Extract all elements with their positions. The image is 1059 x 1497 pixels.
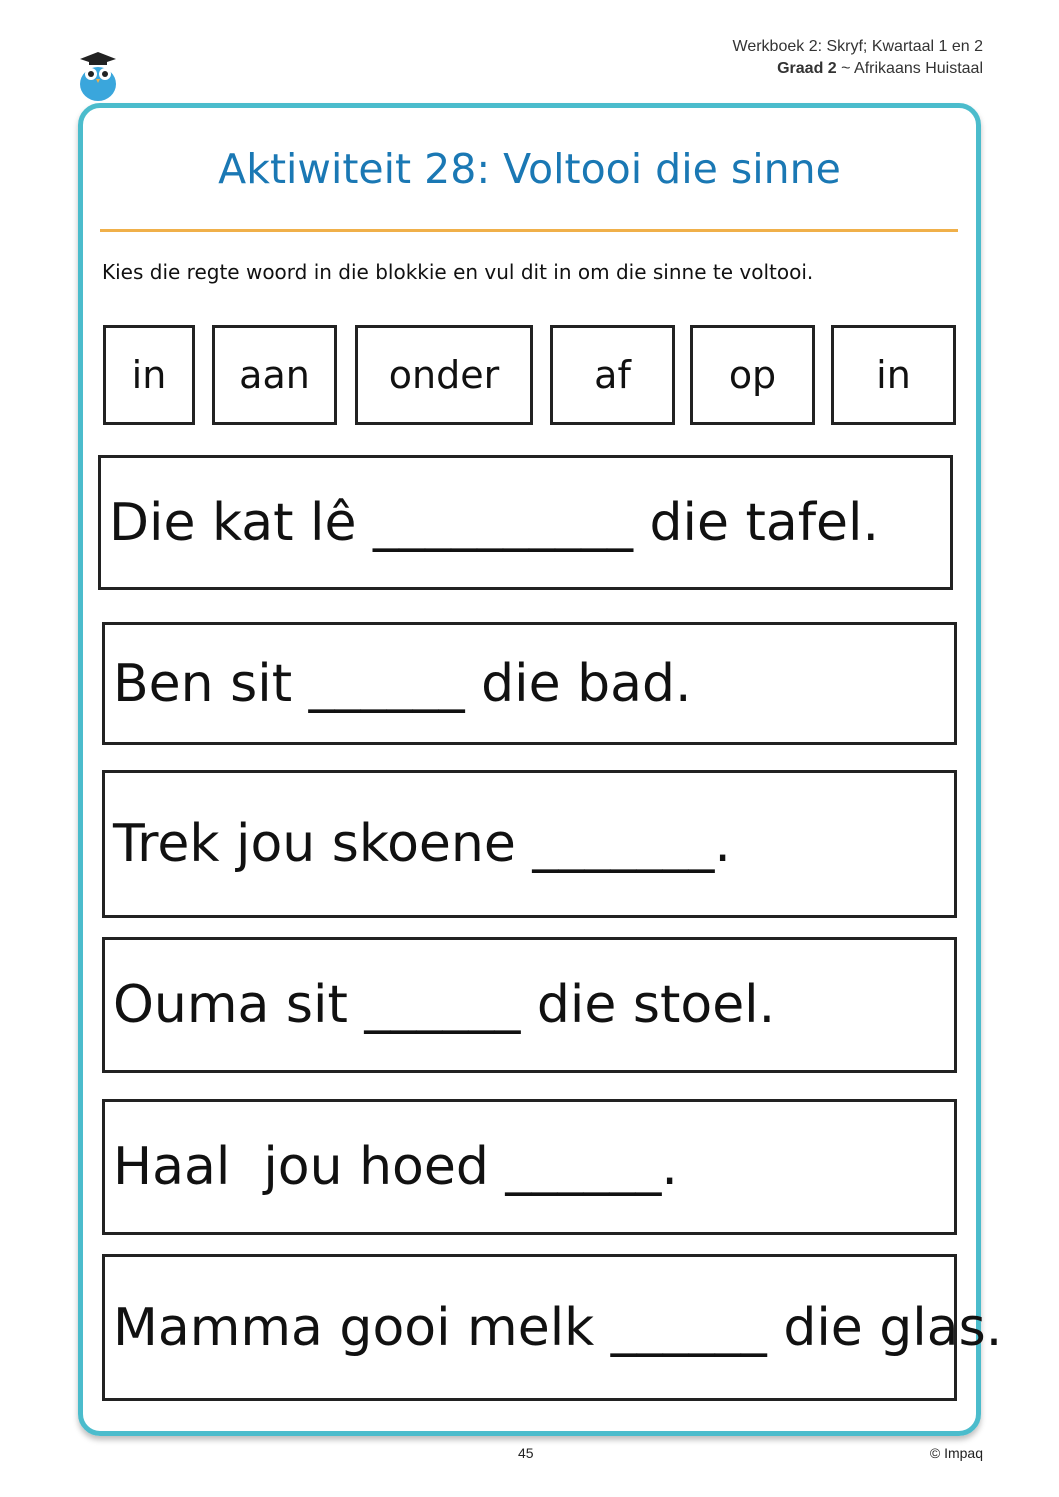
owl-logo-icon: [76, 50, 120, 102]
sentence-box[interactable]: Ouma sit ______ die stoel.: [102, 937, 957, 1073]
word-box: aan: [212, 325, 337, 425]
header-subject: ~ Afrikaans Huistaal: [836, 60, 983, 77]
title-divider: [100, 229, 958, 232]
sentence-box[interactable]: Trek jou skoene _______.: [102, 770, 957, 918]
word-box: in: [103, 325, 195, 425]
page-title: Aktiwiteit 28: Voltooi die sinne: [218, 145, 841, 193]
sentence-box[interactable]: Haal jou hoed ______.: [102, 1099, 957, 1235]
word-box: af: [550, 325, 675, 425]
word-box: op: [690, 325, 815, 425]
word-box: in: [831, 325, 956, 425]
page-number: 45: [518, 1445, 534, 1461]
word-box: onder: [355, 325, 533, 425]
copyright: © Impaq: [929, 1445, 983, 1461]
sentence-box[interactable]: Ben sit ______ die bad.: [102, 622, 957, 745]
sentence-box[interactable]: Die kat lê __________ die tafel.: [98, 455, 953, 590]
header-grade-bold: Graad 2: [777, 60, 837, 77]
instruction: Kies die regte woord in die blokkie en vul dit in om die sinne te voltooi.: [102, 260, 814, 284]
header-workbook: Werkboek 2: Skryf; Kwartaal 1 en 2: [732, 38, 983, 55]
header-grade: [777, 60, 983, 78]
sentence-box[interactable]: Mamma gooi melk ______ die glas.: [102, 1254, 957, 1401]
